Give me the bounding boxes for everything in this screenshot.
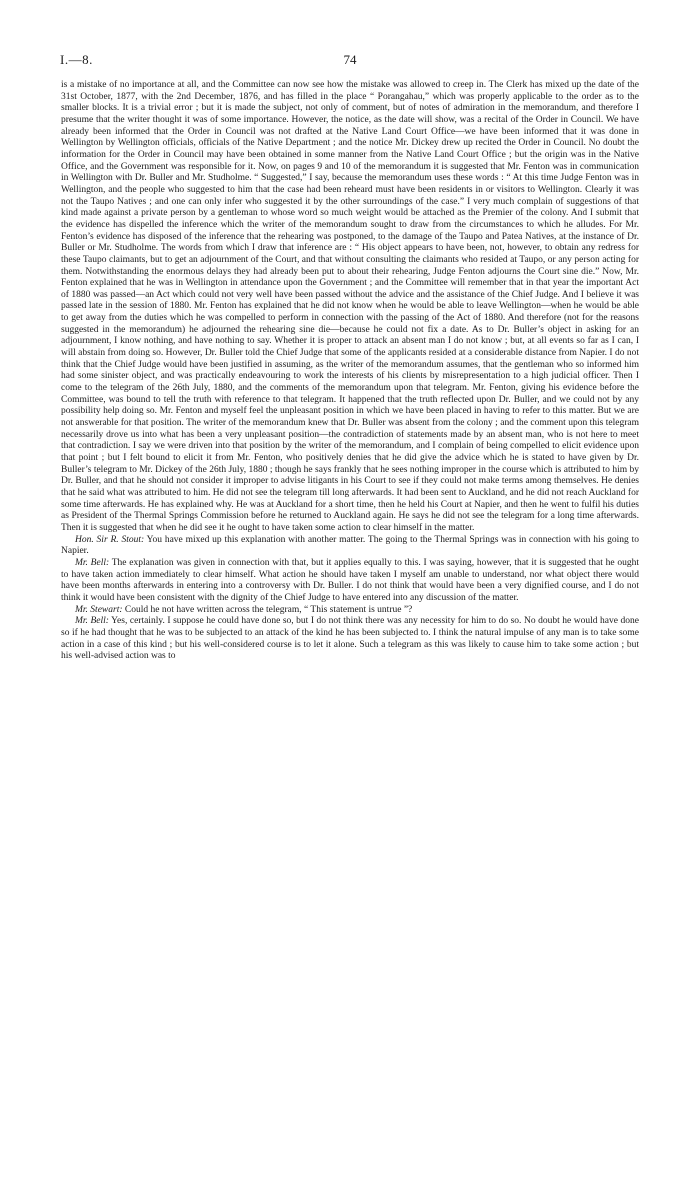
body-text: [61, 80, 639, 663]
speaker-name: Hon. Sir R. Stout:: [75, 534, 145, 545]
paragraph-5: [61, 616, 639, 663]
paragraph-3: [61, 558, 639, 605]
speaker-name: Mr. Bell:: [75, 557, 110, 568]
paragraph-text: Yes, certainly. I suppose he could have done so, but I do not think there was any necessity for him to do so. No doubt he would have done so if he had thought that he was to be subjected to an attack of the kind he has been subjected to. I think the natural impulse of any man is to take some action in a case of this kind ; but his well-considered course is to let it alone. Such a telegram as this was likely to cause him to take some action ; but his well-advised action was to: [61, 616, 639, 662]
paragraph-text: The explanation was given in connection with that, but it applies equally to this. I was saying, however, that it is suggested that he ought to have taken action immediately to clear himself. What action he should have taken I myself am unable to understand, nor what object there would have been months afterwards in entering into a controversy with Dr. Buller. I do not think that would have been a very dignified course, and I do not think it would have been consistent with the dignity of the Chief Judge to have entered into any discussion of the matter.: [61, 557, 639, 603]
page-header: [60, 52, 640, 72]
speaker-name: Mr. Bell:: [75, 616, 109, 627]
paragraph-text: You have mixed up this explanation with another matter. The going to the Thermal Springs was in connection with his going to Napier.: [61, 534, 639, 557]
paragraph-text: is a mistake of no importance at all, and the Committee can now see how the mistake was allowed to creep in. The Clerk has mixed up the date of the 31st October, 1877, with the 2nd December, 1876, and has filled in the place “ Porangahau,” which was properly applicable to the order as to the smaller blocks. It is a trivial error ; but it is made the subject, not only of comment, but of notes of admiration in the memorandum, and therefore I presume that the writer thought it was of some importance. However, the notice, as the date will show, was a recital of the Order in Council. We have already been informed that the Order in Council was not drafted at the Native Land Court Office—we have been informed that it was done in Wellington by Wellington officials, officials of the Native Department ; and the notice Mr. Dickey drew up recited the Order in Council. No doubt the information for the Order in Council may have been obtained in some manner from the Native Land Court Office ; but the origin was in the Native Office, and the Government was responsible for it. Now, on pages 9 and 10 of the memorandum it is suggested that Mr. Fenton was in communication in Wellington with Dr. Buller and Mr. Studholme. “ Suggested,” I say, because the memorandum uses these words : “ At this time Judge Fenton was in Wellington, and the people who suggested to him that the case had been reheard must have been residents in or visitors to Wellington. Clearly it was not the Taupo Natives ; and one can only infer who suggested it by the other surroundings of the case.” I very much complain of suggestions of that kind made against a private person by a gentleman to whose word so much weight would be attached as the Premier of the colony. And I submit that the evidence has dispelled the inference which the writer of the memorandum sought to draw from the circumstances to which he alludes. For Mr. Fenton’s evidence has disposed of the inference that the rehearing was postponed, to the damage of the Taupo and Patea Natives, at the instance of Dr. Buller or Mr. Studholme. The words from which I draw that inference are : “ His object appears to have been, not, however, to obtain any redress for these Taupo claimants, but to get an adjournment of the Court, and that without consulting the claimants who resided at Taupo, or any person acting for them. Notwithstanding the enormous delays they had already been put to about their rehearing, Judge Fenton adjourns the Court sine die.” Now, Mr. Fenton explained that he was in Wellington in attendance upon the Government ; and the Committee will remember that in that year the important Act of 1880 was passed—an Act which could not very well have been passed without the advice and the assistance of the Chief Judge. And I believe it was passed late in the session of 1880. Mr. Fenton has explained that he did not know when he would be able to leave Wellington—when he would be able to get away from the duties which he was compelled to perform in connection with the passing of the Act of 1880. And therefore (not for the reasons suggested in the memorandum) he adjourned the rehearing sine die—because he could not fix a date. As to Dr. Buller’s object in asking for an adjournment, I know nothing, and have nothing to say. Whether it is proper to attack an absent man I do not know ; but, at all events so far as I can, I will abstain from doing so. However, Dr. Buller told the Chief Judge that some of the applicants resided at a considerable distance from Napier. I do not think that the Chief Judge would have been justified in assuming, as the writer of the memorandum assumes, that the gentleman who so informed him had some sinister object, and was practically endeavouring to work the interests of his clients by misrepresentation to a high judicial officer. Then I come to the telegram of the 26th July, 1880, and the comments of the memorandum upon that telegram. Mr. Fenton, giving his evidence before the Committee, was bound to tell the truth with reference to that telegram. It happened that the truth reflected upon Dr. Buller, and we could not by any possibility help doing so. Mr. Fenton and myself feel the unpleasant position in which we have been placed in having to refer to this matter. But we are not answerable for that position. The writer of the memorandum knew that Dr. Buller was absent from the colony ; and the comment upon this telegram necessarily drove us into what has been a very unpleasant position—the contradiction of statements made by an absent man, who is not here to meet that contradiction. I say we were driven into that position by the writer of the memorandum, and I complain of being compelled to elicit evidence upon that point ; but I felt bound to elicit it from Mr. Fenton, who positively denies that he did give the advice which he is stated to have given by Dr. Buller’s telegram to Mr. Dickey of the 26th July, 1880 ; though he says frankly that he sees nothing improper in the course which is attributed to him by Dr. Buller, and that he should not consider it improper to advise litigants in his Court to see if they could not make terms among themselves. He denies that he said what was attributed to him. He did not see the telegram till long afterwards. It had been sent to Auckland, and he did not reach Auckland for some time afterwards. He has explained why. He was at Auckland for a short time, then he held his Court at Napier, and then he went to fulfil his duties as President of the Thermal Springs Commission before he returned to Auckland again. He says he did not see the telegram for a long time afterwards. Then it is suggested that when he did see it he ought to have taken some action to clear himself in the matter.: [61, 80, 639, 533]
paragraph-4: [61, 605, 639, 617]
paragraph-text: Could he not have written across the telegram, “ This statement is untrue ”?: [124, 604, 413, 615]
report-reference: I.—8.: [60, 52, 93, 67]
paragraph-1: [61, 80, 639, 535]
paragraph-2: [61, 535, 639, 558]
speaker-name: Mr. Stewart:: [75, 604, 123, 615]
page-number: 74: [343, 52, 357, 67]
